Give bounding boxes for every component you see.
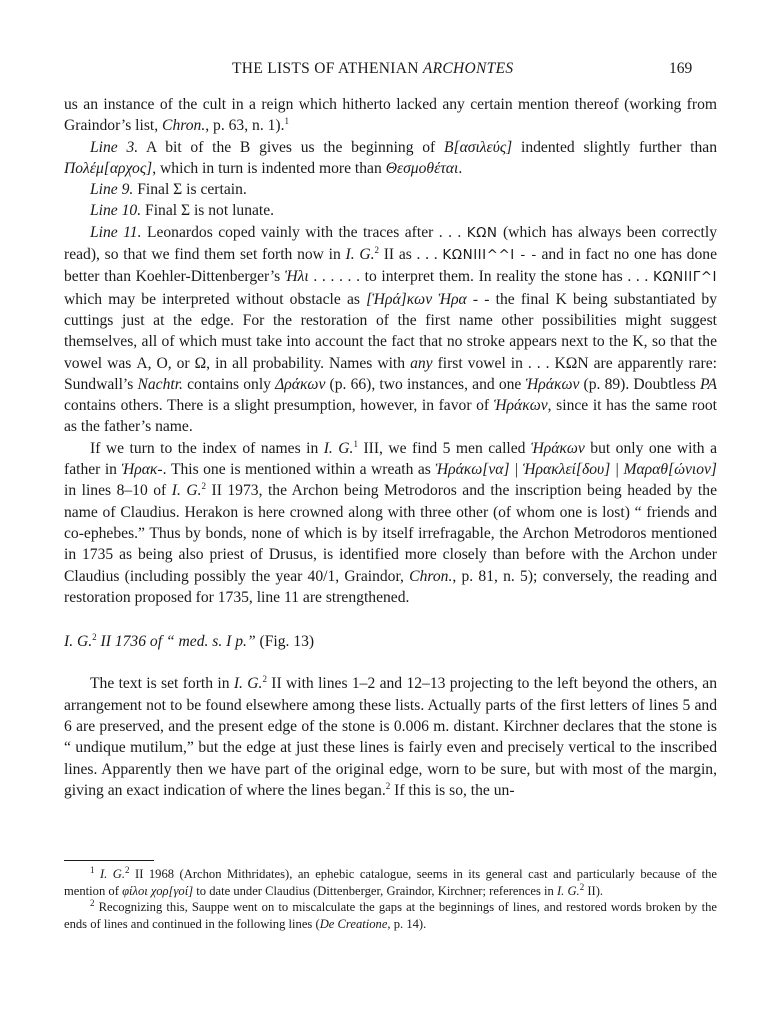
running-header [232, 60, 513, 78]
footnote-1: $^1$ I. G.$^2$ II 1968 (Archon Mithridates), an ephebic catalogue, seems in its general cast and particularly because of the mention of φίλοι χορ[γοί] to date under Claudius (Dittenberger, Graindor, Kirchner; references in I. G.$^2$ II). [64, 864, 717, 898]
paragraph-line11: Line 11. Leonardos coped vainly with the traces after . . . ΚΩΝ (which has always been correctly read), so that we find them set forth now in I. G.$^2$ II as . . . ΚΩΝΙΙΙ^^Ι - - and in fact no one has done better than Koehler-Dittenberger’s Ἡλι . . . . . . to interpret them. In reality the stone has . . . ΚΩΝΙΙΓ^Ι which may be interpreted without obstacle as [Ἡρά]κων Ἡρα - - the final Κ being substantiated by cuttings just at the edge. For the restoration of the first name other possibilities might suggest themselves, all of which must take into account the fact that no stroke appears next to the Κ, so that the vowel was Α, Ο, or Ω, in all probability. Names with any first vowel in . . . ΚΩΝ are apparently rare: Sundwall’s Nachtr. contains only Δράκων (p. 66), two instances, and one Ἡράκων (p. 89). Doubtless PA contains others. There is a slight presumption, however, in favor of Ἡράκων, since it has the same root as the father’s name. [64, 223, 718, 436]
paragraph: The text is set forth in I. G.$^2$ II with lines 1–2 and 12–13 projecting to the left beyond the others, an arrangement not to be found elsewhere among these lists. Actually parts of the first letters of lines 5 and 6 are preserved, and the present edge of the stone is 0.006 m. distant. Kirchner declares that the stone is “ undique mutilum,” but the edge at just these lines is fairly even and precisely vertical to the inscribed lines. Apparently then we have part of the original edge, worn to be sure, but with most of the margin, giving an exact indication of where the lines began.$^2$ If this is so, the un- [64, 674, 718, 799]
section-heading: I. G.$^2$ II 1736 of “ med. s. I p.” (Fig. 13) [64, 631, 315, 651]
footnotes [64, 866, 717, 932]
footnote-ref[interactable]: 2 [385, 780, 391, 791]
paragraph: us an instance of the cult in a reign which hitherto lacked any certain mention thereof (working from Graindor’s list, Chron., p. 63, n. 1).$^1$ [64, 96, 717, 135]
page-number: 169 [669, 60, 693, 77]
paragraph: If we turn to the index of names in I. G.$^1$ III, we find 5 men called Ἡράκων but only one with a father in Ἡρακ-. This one is mentioned within a wreath as Ἡράκω[να] | Ἡρακλεί[δου] | Μαραθ[ώνιον] in lines 8–10 of I. G.$^2$ II 1973, the Archon being Metrodoros and the inscription being headed by the name of Claudius. Herakon is here crowned along with three other (of whom one is lost) “ friends and co-ephebes.” Thus by bonds, none of which is by itself irrefragable, the Archon Metrodoros mentioned in 1735 as being also priest of Drusus, is identified more closely than before with the Archon under Claudius (including possibly the year 40/1, Graindor, Chron., p. 81, n. 5); conversely, the reading and restoration proposed for 1735, line 11 are strengthened. [64, 438, 718, 606]
header-title: THE LISTS OF ATHENIAN [232, 60, 423, 77]
paragraph-line3: Line 3. A bit of the B gives us the beginning of Β[ασιλεύς] indented slightly further than Πολέμ[αρχος], which in turn is indented more than Θεσμοθέται. [64, 138, 717, 177]
paragraph-line9: Line 9. Final Σ is certain. [90, 181, 247, 199]
footnote-ref[interactable]: 1 [284, 116, 289, 127]
header-title-italic: ARCHONTES [422, 60, 514, 77]
paragraph-line10: Line 10. Final Σ is not lunate. [90, 202, 275, 220]
footnote-divider [64, 860, 154, 861]
footnote-2: $^2$ Recognizing this, Sauppe went on to miscalculate the gaps at the beginnings of lines, and restored words broken by the ends of lines and continued in the following lines (De Creatione, p. 14). [64, 897, 717, 931]
main-text [64, 94, 717, 801]
